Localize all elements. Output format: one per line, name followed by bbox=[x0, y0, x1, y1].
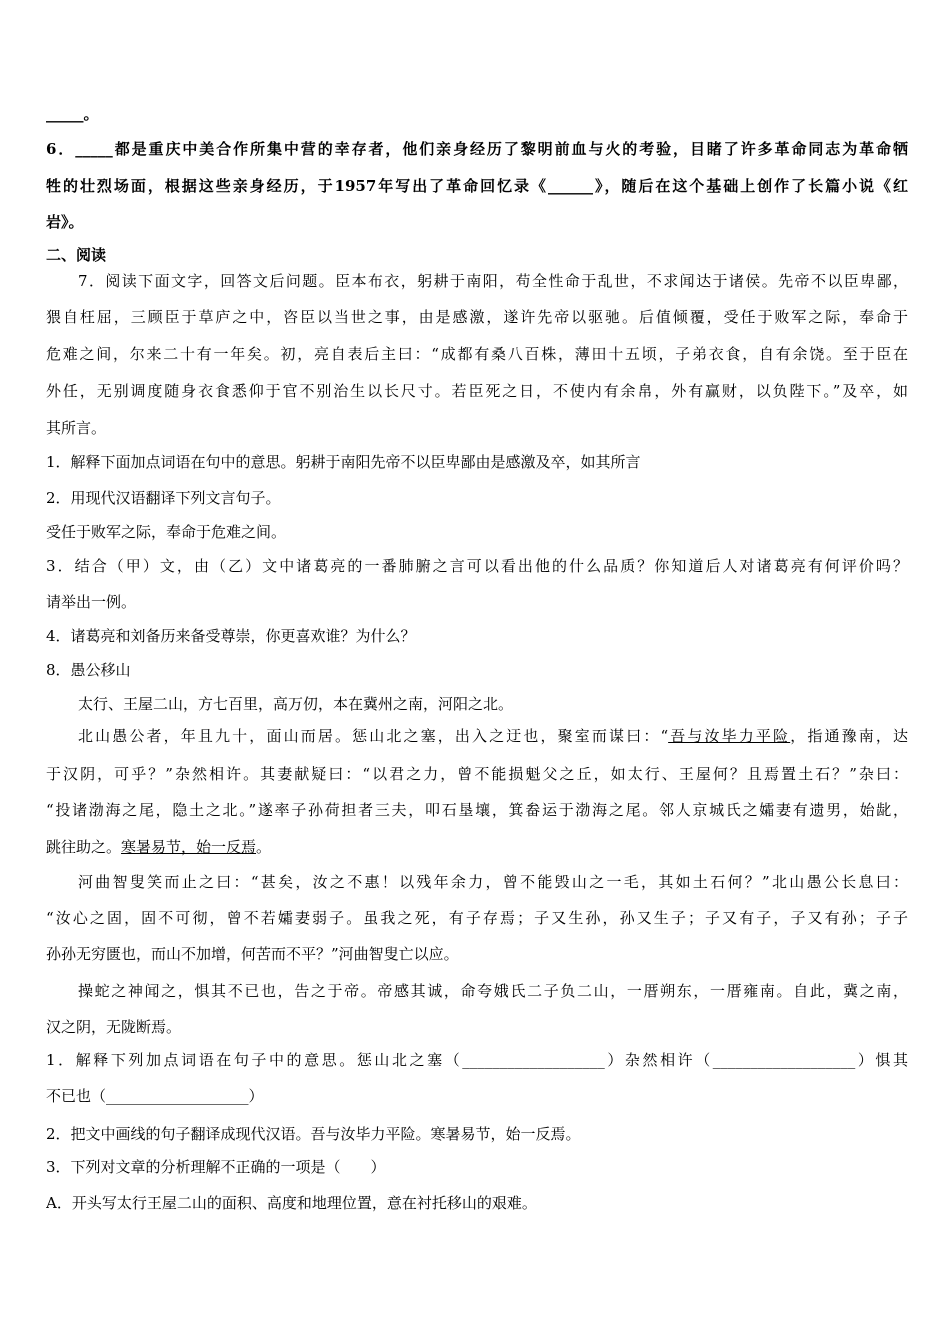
underlined-sentence-1: 吾与汝毕力平险 bbox=[668, 727, 791, 745]
q8-passage-para-1: 太行、王屋二山，方七百里，高万仞，本在冀州之南，河阳之北。 bbox=[78, 695, 514, 713]
passage-text: 北山愚公者，年且九十，面山而居。惩山北之塞，出入之迂也，聚室而谋曰：“ bbox=[78, 727, 669, 745]
q8-passage-para-3-line-3: 孙孙无穷匮也，而山不加增，何苦而不平？”河曲智叟亡以应。 bbox=[46, 945, 459, 963]
underlined-sentence-2: 寒暑易节，始一反焉 bbox=[121, 838, 257, 856]
passage-text: 跳往助之。 bbox=[46, 838, 122, 856]
q6-line-3: 岩》。 bbox=[46, 213, 84, 231]
q8-title: 8．愚公移山 bbox=[46, 661, 131, 679]
q8-passage-para-2-line-1 bbox=[78, 726, 908, 746]
q8-sub-1-line-2: 不已也（___________________） bbox=[46, 1087, 264, 1105]
q8-sub-1-line-1: 1．解释下列加点词语在句子中的意思。惩山北之塞（___________________）杂然相许（___________________）惧其 bbox=[46, 1051, 908, 1069]
q7-sub-2: 2．用现代汉语翻译下列文言句子。 bbox=[46, 489, 281, 507]
section-heading-reading: 二、阅读 bbox=[46, 246, 107, 264]
q7-passage-line-5: 其所言。 bbox=[46, 419, 107, 437]
q7-passage-line-3: 危难之间，尔来二十有一年矣。初，亮自表后主曰：“成都有桑八百株，薄田十五顷，子弟衣食，自有余饶。至于臣在 bbox=[46, 345, 908, 363]
q8-passage-para-2-line-3: “投诸渤海之尾，隐土之北。”遂率子孙荷担者三夫，叩石垦壤，箕畚运于渤海之尾。邻人京城氏之孀妻有遗男，始龀， bbox=[46, 801, 908, 819]
q8-passage-para-3-line-2: “汝心之固，固不可彻，曾不若孀妻弱子。虽我之死，有子存焉；子又生孙，孙又生子；子又有子，子又有孙；子子 bbox=[46, 909, 908, 927]
q8-passage-para-3-line-1: 河曲智叟笑而止之曰：“甚矣，汝之不惠！以残年余力，曾不能毁山之一毛，其如土石何？”北山愚公长息曰： bbox=[78, 873, 908, 891]
q7-sub-2-sentence: 受任于败军之际，奉命于危难之间。 bbox=[46, 523, 287, 541]
q7-sub-4: 4．诸葛亮和刘备历来备受尊崇，你更喜欢谁？为什么？ bbox=[46, 627, 416, 645]
passage-text: 。 bbox=[256, 838, 272, 856]
q7-passage-line-4: 外任，无别调度随身衣食悉仰于官不别治生以长尺寸。若臣死之日，不使内有余帛，外有赢财，以负陛下。”及卒，如 bbox=[46, 382, 908, 400]
q8-sub-2: 2．把文中画线的句子翻译成现代汉语。吾与汝毕力平险。寒暑易节，始一反焉。 bbox=[46, 1125, 581, 1143]
q8-passage-para-4-line-1: 操蛇之神闻之，惧其不已也，告之于帝。帝感其诚，命夸娥氏二子负二山，一厝朔东，一厝雍南。自此，冀之南， bbox=[78, 982, 908, 1000]
q8-sub-3-option-a: A．开头写太行王屋二山的面积、高度和地理位置，意在衬托移山的艰难。 bbox=[46, 1194, 537, 1212]
q8-passage-para-4-line-2: 汉之阴，无陇断焉。 bbox=[46, 1018, 182, 1036]
q5-answer-blank: _____。 bbox=[46, 105, 99, 123]
q7-passage-line-1: 7．阅读下面文字，回答文后问题。臣本布衣，躬耕于南阳，苟全性命于乱世，不求闻达于诸侯。先帝不以臣卑鄙， bbox=[78, 272, 908, 290]
q6-line-2: 牲的壮烈场面，根据这些亲身经历，于1957年写出了革命回忆录《______》，随后在这个基础上创作了长篇小说《红 bbox=[46, 177, 908, 195]
q7-sub-3-line-2: 请举出一例。 bbox=[46, 593, 137, 611]
passage-text: ，指通豫南，达 bbox=[790, 727, 908, 745]
q7-passage-line-2: 猥自枉屈，三顾臣于草庐之中，咨臣以当世之事，由是感激，遂许先帝以驱驰。后值倾覆，受任于败军之际，奉命于 bbox=[46, 308, 908, 326]
q7-sub-3-line-1: 3．结合（甲）文，由（乙）文中诸葛亮的一番肺腑之言可以看出他的什么品质？你知道后人对诸葛亮有何评价吗？ bbox=[46, 557, 908, 575]
q8-passage-para-2-line-2: 于汉阴，可乎？”杂然相许。其妻献疑曰：“以君之力，曾不能损魁父之丘，如太行、王屋何？且焉置土石？”杂曰： bbox=[46, 765, 908, 783]
q8-sub-3: 3．下列对文章的分析理解不正确的一项是（ ） bbox=[46, 1158, 386, 1176]
q8-passage-para-2-line-4 bbox=[46, 837, 908, 857]
q6-line-1: 6．_____都是重庆中美合作所集中营的幸存者，他们亲身经历了黎明前血与火的考验，目睹了许多革命同志为革命牺 bbox=[46, 140, 908, 158]
q7-sub-1: 1．解释下面加点词语在句中的意思。躬耕于南阳先帝不以臣卑鄙由是感激及卒，如其所言 bbox=[46, 453, 641, 471]
